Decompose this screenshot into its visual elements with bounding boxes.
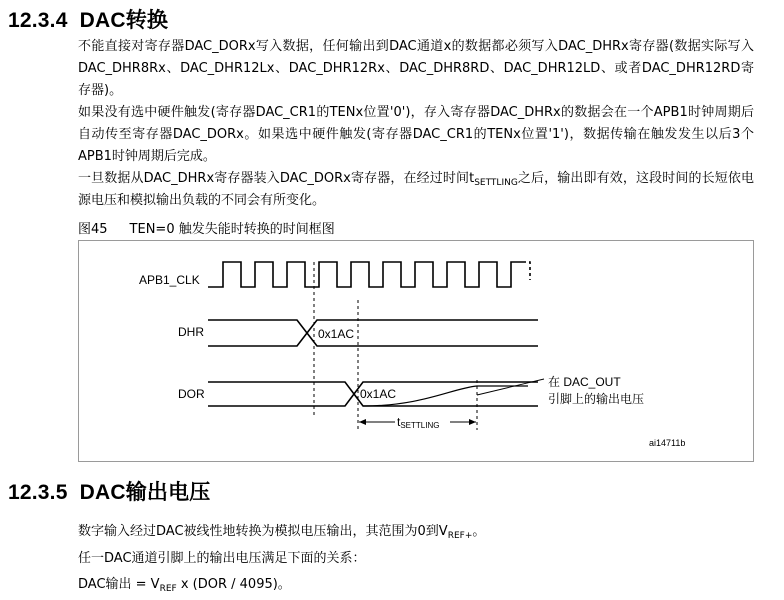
dhr-label: DHR xyxy=(178,325,204,339)
dhr-value: 0x1AC xyxy=(318,327,355,341)
section-number: 12.3.5 xyxy=(8,481,68,504)
voltage-relation-text: 任一DAC通道引脚上的输出电压满足下面的关系： xyxy=(78,551,366,566)
paragraph-trigger: 如果没有选中硬件触发(寄存器DAC_CR1的TENx位置'0')，存入寄存器DAC_DHRx的数据会在一个APB1时钟周期后自动传至寄存器DAC_DORx。如果选中硬件触发(寄存器DAC_CR1的TENx位置'1')，数据传输在触发发生以后3个APB1时钟周期后完成。 xyxy=(78,105,754,164)
clock-waveform xyxy=(208,262,523,287)
diagram-reference-id: ai14711b xyxy=(649,438,686,448)
voltage-range-text: 数字输入经过DAC被线性地转换为模拟电压输出，其范围为0到$V_{REF+}$。 xyxy=(78,524,486,541)
dor-label: DOR xyxy=(178,387,205,401)
section-heading-dac-conversion xyxy=(8,4,168,34)
clock-continuation xyxy=(523,262,530,280)
settling-label: tSETTLING xyxy=(397,415,440,430)
timing-diagram xyxy=(78,240,754,462)
dhr-bus xyxy=(208,320,538,346)
settling-arrowhead-right xyxy=(469,419,476,425)
clock-label: APB1_CLK xyxy=(139,273,200,287)
figure-title: TEN=0 触发失能时转换的时间框图 xyxy=(129,222,335,237)
section-number: 12.3.4 xyxy=(8,9,68,32)
dor-value: 0x1AC xyxy=(360,387,397,401)
section-title: DAC输出电压 xyxy=(79,481,211,504)
figure-caption xyxy=(78,218,335,237)
voltage-formula: DAC输出 = $V_{REF}$ x (DOR / 4095)。 xyxy=(78,577,291,594)
output-note-line1: 在 DAC_OUT xyxy=(548,375,621,389)
figure-number: 图45 xyxy=(78,222,108,237)
paragraph-dhr-write: 不能直接对寄存器DAC_DORx写入数据，任何输出到DAC通道x的数据都必须写入DAC_DHRx寄存器(数据实际写入DAC_DHR8Rx、DAC_DHR12Lx、DAC_DHR12Rx、DAC_DHR8RD、DAC_DHR12LD、或者DAC_DHR12RD寄存器)。 xyxy=(78,39,754,98)
paragraph-settling: 一旦数据从DAC_DHRx寄存器装入DAC_DORx寄存器，在经过时间$t_{SETTLING}$之后，输出即有效，这段时间的长短依电源电压和模拟输出负载的不同会有所变化。 xyxy=(78,171,754,208)
section-title: DAC转换 xyxy=(79,9,169,32)
section-heading-dac-output-voltage xyxy=(8,476,211,506)
settling-arrowhead-left xyxy=(359,419,366,425)
output-note-line2: 引脚上的输出电压 xyxy=(548,392,645,406)
